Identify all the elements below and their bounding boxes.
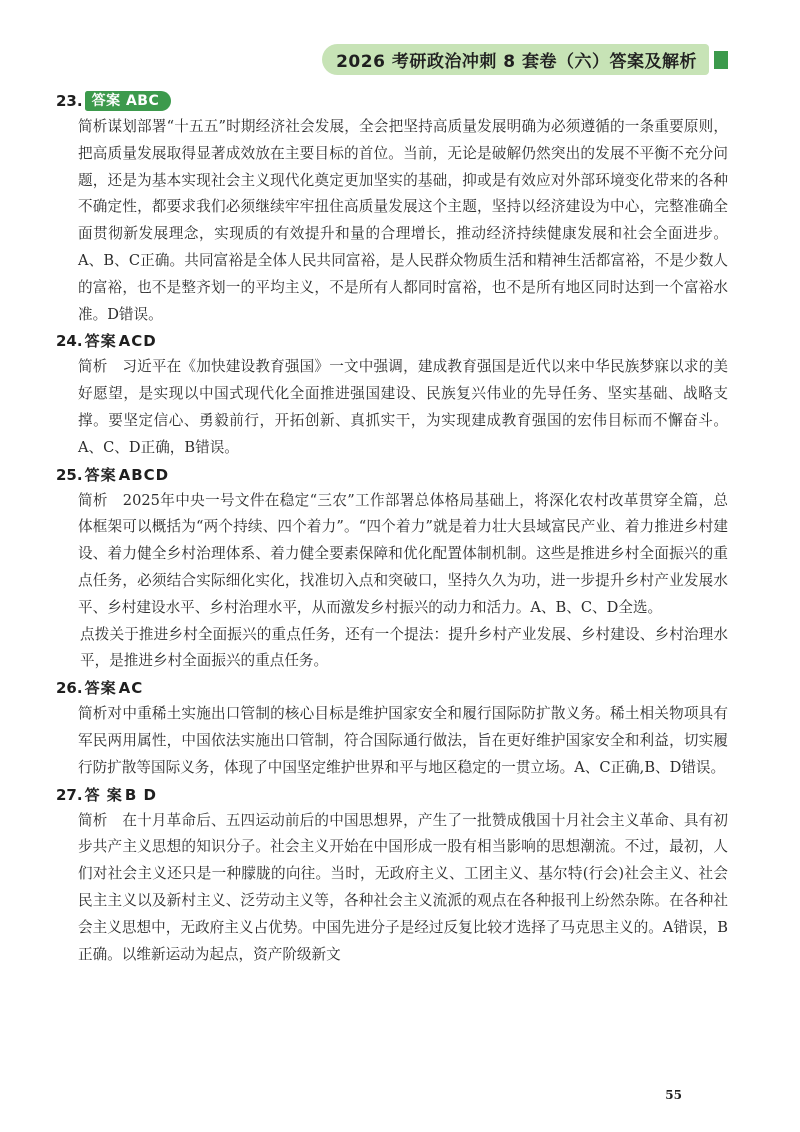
question-27-header: [56, 782, 728, 808]
question-25-header: [56, 462, 728, 488]
answer-label: 答 案: [84, 785, 123, 804]
header-marker: [714, 51, 728, 69]
question-number: 27.: [56, 785, 83, 804]
explanation-paragraph: 简析 2025年中央一号文件在稳定“三农”工作部署总体格局基础上，将深化农村改革贯穿全篇，总体框架可以概括为“两个持续、四个着力”。“四个着力”就是着力壮大县域富民产业、着力推进乡村建设、着力健全乡村治理体系、着力健全要素保障和优化配置体制机制。这些是推进乡村全面振兴的重点任务，必须结合实际细化实化，找准切入点和突破口，坚持久久为功，进一步提升乡村产业发展水平、乡村建设水平、乡村治理水平，从而激发乡村振兴的动力和活力。A、B、C、D全选。: [78, 491, 728, 616]
question-number: 26.: [56, 679, 83, 698]
page-number: 55: [665, 1088, 682, 1102]
page-header: [322, 44, 728, 75]
question-23-header: [56, 88, 728, 114]
tip-paragraph: 点拨关于推进乡村全面振兴的重点任务，还有一个提法：提升乡村产业发展、乡村建设、乡村治理水平，是推进乡村全面振兴的重点任务。: [80, 625, 728, 670]
question-number: 23.: [56, 92, 83, 110]
header-title: 2026 考研政治冲刺 8 套卷（六）答案及解析: [322, 44, 709, 75]
answer-value: AC: [118, 679, 144, 698]
answer-label: 答案: [84, 465, 117, 484]
answer-label: 答案: [84, 679, 117, 698]
answer-value: B D: [124, 785, 157, 804]
question-number: 24.: [56, 332, 83, 351]
answer-value: ABCD: [118, 465, 170, 484]
answer-value: ACD: [118, 332, 157, 351]
document-body: [56, 88, 728, 968]
answer-badge: 答案 ABC: [85, 91, 172, 111]
explanation-paragraph: 简析 习近平在《加快建设教育强国》一文中强调，建成教育强国是近代以来中华民族梦寐以求的美好愿望，是实现以中国式现代化全面推进强国建设、民族复兴伟业的先导任务、坚实基础、战略支撑。要坚定信心、勇毅前行，开拓创新、真抓实干，为实现建成教育强国的宏伟目标而不懈奋斗。A、C、D正确，B错误。: [78, 358, 728, 456]
question-24-header: [56, 328, 728, 354]
explanation-paragraph: 简析 在十月革命后、五四运动前后的中国思想界，产生了一批赞成俄国十月社会主义革命、具有初步共产主义思想的知识分子。社会主义开始在中国形成一股有相当影响的思想潮流。不过，最初，人们对社会主义还只是一种朦胧的向往。当时，无政府主义、工团主义、基尔特(行会)社会主义、社会民主主义以及新村主义、泛劳动主义等，各种社会主义流派的观点在各种报刊上纷然杂陈。在各种社会主义思想中，无政府主义占优势。中国先进分子是经过反复比较才选择了马克思主义的。A错误，B正确。以维新运动为起点，资产阶级新文: [78, 811, 728, 963]
explanation-paragraph: 简析对中重稀土实施出口管制的核心目标是维护国家安全和履行国际防扩散义务。稀土相关物项具有军民两用属性，中国依法实施出口管制，符合国际通行做法，旨在更好维护国家安全和利益，切实履行防扩散等国际义务，体现了中国坚定维护世界和平与地区稳定的一贯立场。A、C正确,B、D错误。: [78, 705, 728, 776]
answer-label: 答案: [84, 332, 117, 351]
question-number: 25.: [56, 465, 83, 484]
question-26-header: [56, 675, 728, 701]
explanation-paragraph: 简析谋划部署“十五五”时期经济社会发展，全会把坚持高质量发展明确为必须遵循的一条重要原则，把高质量发展取得显著成效放在主要目标的首位。当前，无论是破解仍然突出的发展不平衡不充分问题，还是为基本实现社会主义现代化奠定更加坚实的基础，抑或是有效应对外部环境变化带来的各种不确定性，都要求我们必须继续牢牢扭住高质量发展这个主题，坚持以经济建设为中心，完整准确全面贯彻新发展理念，实现质的有效提升和量的合理增长，推动经济持续健康发展和社会全面进步。A、B、C正确。共同富裕是全体人民共同富裕，是人民群众物质生活和精神生活都富裕，不是少数人的富裕，也不是整齐划一的平均主义，不是所有人都同时富裕，也不是所有地区同时达到一个富裕水准。D错误。: [78, 118, 728, 323]
